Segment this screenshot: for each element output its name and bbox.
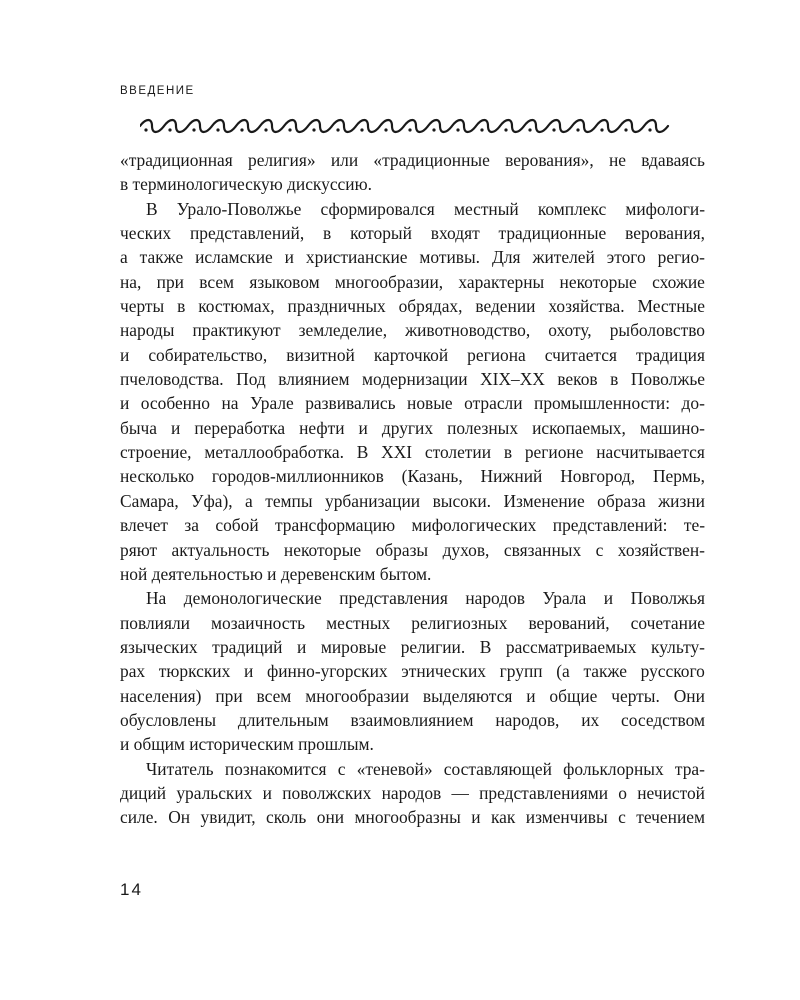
text-line: рах тюркских и финно-угорских этнических групп (а также русского [120, 661, 705, 682]
text-line: а также исламские и христианские мотивы. Для жителей этого регио- [120, 247, 705, 268]
text-line: несколько городов-миллионников (Казань, Нижний Новгород, Пермь, [120, 466, 705, 487]
text-line: на, при всем языковом многообразии, характерны некоторые схожие [120, 271, 705, 292]
text-line: диций уральских и поволжских народов — представлениями о нечистой [120, 782, 705, 803]
text-line: черты в костюмах, праздничных обрядах, ведении хозяйства. Местные [120, 296, 705, 317]
text-line: влечет за собой трансформацию мифологических представлений: те- [120, 515, 705, 536]
text-line: и общим историческим прошлым. [120, 734, 374, 755]
text-line: силе. Он увидит, сколь они многообразны и как изменчивы с течением [120, 807, 705, 828]
body-text [120, 148, 705, 830]
text-line: повлияли мозаичность местных религиозных верований, сочетание [120, 612, 705, 633]
text-line: обусловлены длительным взаимовлиянием народов, их соседством [120, 709, 705, 730]
running-header: ВВЕДЕНИЕ [120, 85, 195, 97]
text-line: языческих традиций и мировые религии. В рассматриваемых культу- [120, 636, 705, 657]
text-line: Самара, Уфа), а темпы урбанизации высоки. Изменение образа жизни [120, 490, 705, 511]
text-line: ряют актуальность некоторые образы духов, связанных с хозяйствен- [120, 539, 705, 560]
decorative-ornament-divider [140, 116, 676, 136]
text-line: В Урало-Поволжье сформировался местный комплекс мифологи- [146, 198, 705, 219]
text-line: На демонологические представления народов Урала и Поволжья [146, 588, 705, 609]
text-line: в терминологическую дискуссию. [120, 174, 372, 195]
text-line: строение, металлообработка. В XXI столетии в регионе насчитывается [120, 442, 705, 463]
text-line: пчеловодства. Под влиянием модернизации XIX–XX веков в Поволжье [120, 369, 705, 390]
text-line: народы практикуют земледелие, животноводство, охоту, рыболовство [120, 320, 705, 341]
text-line: населения) при всем многообразии выделяются и общие черты. Они [120, 685, 705, 706]
text-line: быча и переработка нефти и других полезных ископаемых, машино- [120, 417, 705, 438]
text-line: «традиционная религия» или «традиционные верования», не вдаваясь [120, 150, 705, 170]
text-line: и особенно на Урале развивались новые отрасли промышленности: до- [120, 393, 705, 414]
page-number: 14 [120, 880, 143, 899]
text-line: и собирательство, визитной карточкой региона считается традиция [120, 344, 705, 365]
text-line: ческих представлений, в который входят традиционные верования, [120, 223, 705, 244]
text-line: ной деятельностью и деревенским бытом. [120, 563, 432, 584]
text-line: Читатель познакомится с «теневой» составляющей фольклорных тра- [146, 758, 705, 779]
